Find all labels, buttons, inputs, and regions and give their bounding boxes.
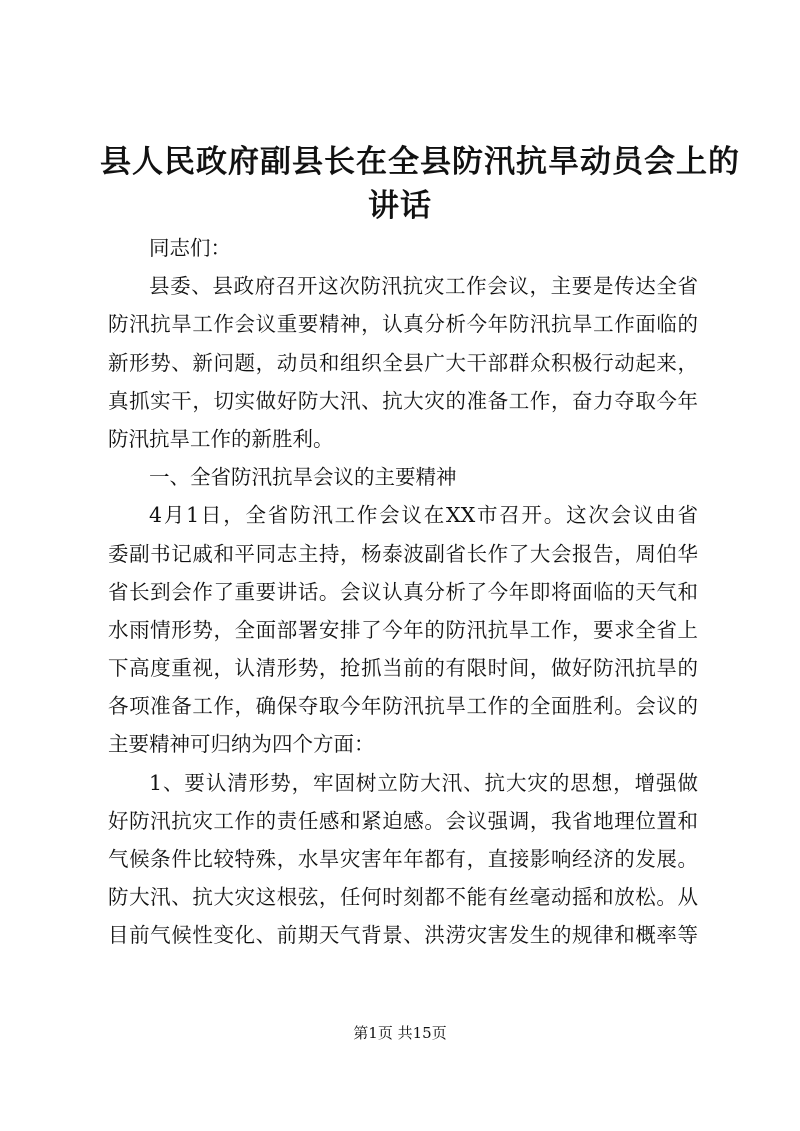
document-body xyxy=(108,229,698,955)
paragraph-line: 水雨情形势，全面部署安排了今年的防汛抗旱工作，要求全省上 xyxy=(108,617,698,642)
paragraph-line: 下高度重视，认清形势，抢抓当前的有限时间，做好防汛抗旱的 xyxy=(108,656,698,681)
paragraph-line: 省长到会作了重要讲话。会议认真分析了今年即将面临的天气和 xyxy=(108,579,698,604)
paragraph-line: 防大汛、抗大灾这根弦，任何时刻都不能有丝毫动摇和放松。从 xyxy=(108,885,698,910)
paragraph-line: 委副书记戚和平同志主持，杨泰波副省长作了大会报告，周伯华 xyxy=(108,541,698,566)
paragraph-line: 县委、县政府召开这次防汛抗灾工作会议，主要是传达全省 xyxy=(149,274,698,299)
paragraph-line: 1、要认清形势，牢固树立防大汛、抗大灾的思想，增强做 xyxy=(149,770,698,795)
paragraph-line: 防汛抗旱工作会议重要精神，认真分析今年防汛抗旱工作面临的 xyxy=(108,312,698,337)
paragraph-line: 4月1日，全省防汛工作会议在XX市召开。这次会议由省 xyxy=(149,503,698,528)
paragraph-line: 防汛抗旱工作的新胜利。 xyxy=(108,426,334,451)
paragraph-line: 好防汛抗灾工作的责任感和紧迫感。会议强调，我省地理位置和 xyxy=(108,808,698,833)
salutation: 同志们： xyxy=(149,236,231,260)
paragraph-line: 主要精神可归纳为四个方面： xyxy=(108,732,375,757)
page-number-footer: 第1页 共15页 xyxy=(353,1024,447,1042)
paragraph-line: 新形势、新问题，动员和组织全县广大干部群众积极行动起来， xyxy=(108,350,698,375)
document-title xyxy=(100,140,740,228)
section-heading: 一、全省防汛抗旱会议的主要精神 xyxy=(149,465,457,490)
title-line: 县人民政府副县长在全县防汛抗旱动员会上的 xyxy=(100,144,740,180)
title-line: 讲话 xyxy=(368,188,432,224)
paragraph-line: 气候条件比较特殊，水旱灾害年年都有，直接影响经济的发展。 xyxy=(108,847,698,871)
paragraph-line: 目前气候性变化、前期天气背景、洪涝灾害发生的规律和概率等 xyxy=(108,923,698,948)
paragraph-line: 真抓实干，切实做好防大汛、抗大灾的准备工作，奋力夺取今年 xyxy=(108,388,698,413)
paragraph-line: 各项准备工作，确保夺取今年防汛抗旱工作的全面胜利。会议的 xyxy=(108,694,698,719)
